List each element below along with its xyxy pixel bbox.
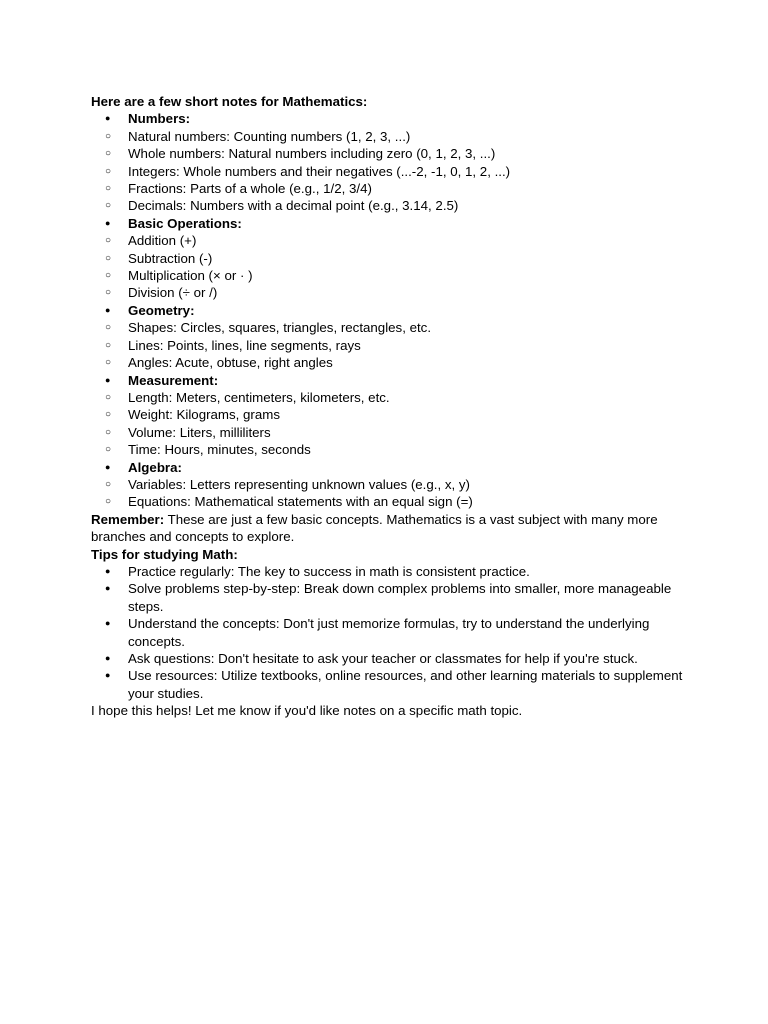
remember-text: These are just a few basic concepts. Mathematics is a vast subject with many more branches and concepts to explore. [91, 511, 658, 545]
operations-items [91, 232, 691, 302]
page-heading: Here are a few short notes for Mathematics: [91, 94, 368, 109]
section-title: Basic Operations: [128, 215, 242, 231]
topics-list [91, 110, 691, 510]
section-measurement [91, 372, 691, 389]
list-item: ● Understand the concepts: Don't just memorize formulas, try to understand the underlying concepts. [91, 615, 691, 650]
list-item: ● Ask questions: Don't hesitate to ask your teacher or classmates for help if you're stuck. [91, 650, 691, 667]
closing-paragraph: I hope this helps! Let me know if you'd like notes on a specific math topic. [91, 703, 523, 719]
section-geometry [91, 302, 691, 319]
numbers-items [91, 128, 691, 215]
list-item: ○ Weight: Kilograms, grams [91, 406, 691, 423]
section-title: Numbers: [128, 111, 191, 127]
list-item: ○ Addition (+) [91, 232, 691, 249]
tips-heading: Tips for studying Math: [91, 546, 238, 562]
list-item: ● Practice regularly: The key to success in math is consistent practice. [91, 563, 691, 580]
list-item: ● Use resources: Utilize textbooks, online resources, and other learning materials to supplement your studies. [91, 667, 691, 702]
list-item: ○ Shapes: Circles, squares, triangles, rectangles, etc. [91, 319, 691, 336]
list-item: ○ Variables: Letters representing unknown values (e.g., x, y) [91, 476, 691, 493]
tips-list [91, 563, 691, 702]
list-item: ○ Division (÷ or /) [91, 284, 691, 301]
list-item: ○ Multiplication (× or · ) [91, 267, 691, 284]
section-basic-operations [91, 215, 691, 232]
section-title: Geometry: [128, 302, 195, 318]
measurement-items [91, 389, 691, 459]
list-item: ○ Volume: Liters, milliliters [91, 424, 691, 441]
list-item: ● Solve problems step-by-step: Break down complex problems into smaller, more manageable steps. [91, 580, 691, 615]
list-item: ○ Integers: Whole numbers and their negatives (...-2, -1, 0, 1, 2, ...) [91, 163, 691, 180]
list-item: ○ Length: Meters, centimeters, kilometers, etc. [91, 389, 691, 406]
list-item: ○ Angles: Acute, obtuse, right angles [91, 354, 691, 371]
list-item: ○ Fractions: Parts of a whole (e.g., 1/2, 3/4) [91, 180, 691, 197]
remember-label: Remember: [91, 511, 165, 527]
remember-paragraph [91, 511, 691, 546]
section-title: Measurement: [128, 372, 219, 388]
document-page [91, 93, 691, 720]
list-item: ○ Time: Hours, minutes, seconds [91, 441, 691, 458]
list-item: ○ Decimals: Numbers with a decimal point (e.g., 3.14, 2.5) [91, 197, 691, 214]
geometry-items [91, 319, 691, 371]
list-item: ○ Equations: Mathematical statements with an equal sign (=) [91, 493, 691, 510]
list-item: ○ Subtraction (-) [91, 250, 691, 267]
section-title: Algebra: [128, 459, 182, 475]
list-item: ○ Natural numbers: Counting numbers (1, 2, 3, ...) [91, 128, 691, 145]
section-algebra [91, 459, 691, 476]
section-numbers [91, 110, 691, 127]
list-item: ○ Whole numbers: Natural numbers including zero (0, 1, 2, 3, ...) [91, 145, 691, 162]
list-item: ○ Lines: Points, lines, line segments, rays [91, 337, 691, 354]
algebra-items [91, 476, 691, 511]
